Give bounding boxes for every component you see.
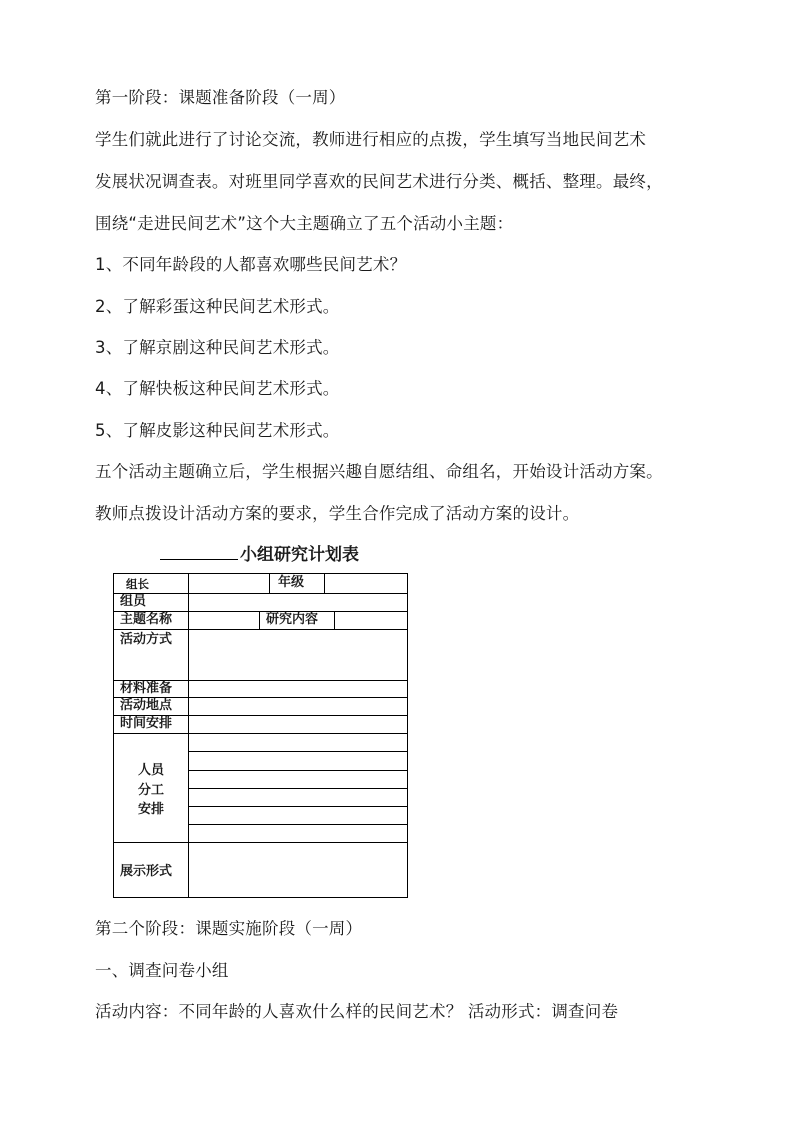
location-label: 活动地点 (120, 698, 173, 713)
table-rule (188, 770, 407, 771)
schedule-label: 时间安排 (120, 716, 173, 731)
staff-label-3: 安排 (137, 802, 164, 817)
activity-method-label: 活动方式 (120, 632, 173, 647)
members-label: 组员 (120, 594, 147, 609)
table-rule (114, 593, 407, 594)
display-label: 展示形式 (120, 864, 173, 879)
paragraph-line: 围绕“走进民间艺术”这个大主题确立了五个活动小主题： (95, 214, 514, 233)
staff-label-1: 人员 (137, 763, 164, 778)
table-rule (269, 574, 270, 593)
table-rule (188, 574, 189, 897)
materials-label: 材料准备 (120, 681, 173, 696)
paragraph-line: 学生们就此进行了讨论交流，教师进行相应的点拨，学生填写当地民间艺术 (95, 130, 647, 149)
form-title (160, 540, 420, 566)
topic-item-4: 4、了解快板这种民间艺术形式。 (95, 379, 340, 398)
paragraph-line: 五个活动主题确立后，学生根据兴趣自愿结组、命组名，开始设计活动方案。 (95, 462, 663, 481)
table-rule (114, 733, 407, 734)
activity-content-line: 活动内容：不同年龄的人喜欢什么样的民间艺术？ 活动形式：调查问卷 (95, 1002, 619, 1021)
topic-item-3: 3、了解京剧这种民间艺术形式。 (95, 338, 340, 357)
topic-item-1: 1、不同年龄段的人都喜欢哪些民间艺术？ (95, 255, 407, 274)
topic-item-2: 2、了解彩蛋这种民间艺术形式。 (95, 297, 340, 316)
table-rule (114, 629, 407, 630)
group-name-blank (160, 541, 238, 560)
table-rule (114, 842, 407, 843)
stage1-title: 第一阶段：课题准备阶段（一周） (95, 88, 346, 107)
topic-item-5: 5、了解皮影这种民间艺术形式。 (95, 421, 340, 440)
leader-label: 组长 (126, 577, 149, 591)
group1-title: 一、调查问卷小组 (95, 961, 229, 980)
table-rule (188, 806, 407, 807)
topic-name-label: 主题名称 (120, 612, 173, 627)
table-rule (334, 611, 335, 629)
form-title-text: 小组研究计划表 (240, 545, 359, 565)
table-rule (188, 824, 407, 825)
table-rule (188, 788, 407, 789)
table-rule (259, 611, 260, 629)
stage2-title: 第二个阶段：课题实施阶段（一周） (95, 919, 363, 938)
paragraph-line: 发展状况调查表。对班里同学喜欢的民间艺术进行分类、概括、整理。最终， (95, 172, 663, 191)
research-content-label: 研究内容 (266, 612, 319, 627)
research-plan-table (113, 573, 408, 898)
table-rule (324, 574, 325, 593)
table-rule (188, 751, 407, 752)
paragraph-line: 教师点拨设计活动方案的要求，学生合作完成了活动方案的设计。 (95, 504, 580, 523)
staff-label-2: 分工 (137, 783, 164, 798)
grade-label: 年级 (278, 575, 305, 590)
